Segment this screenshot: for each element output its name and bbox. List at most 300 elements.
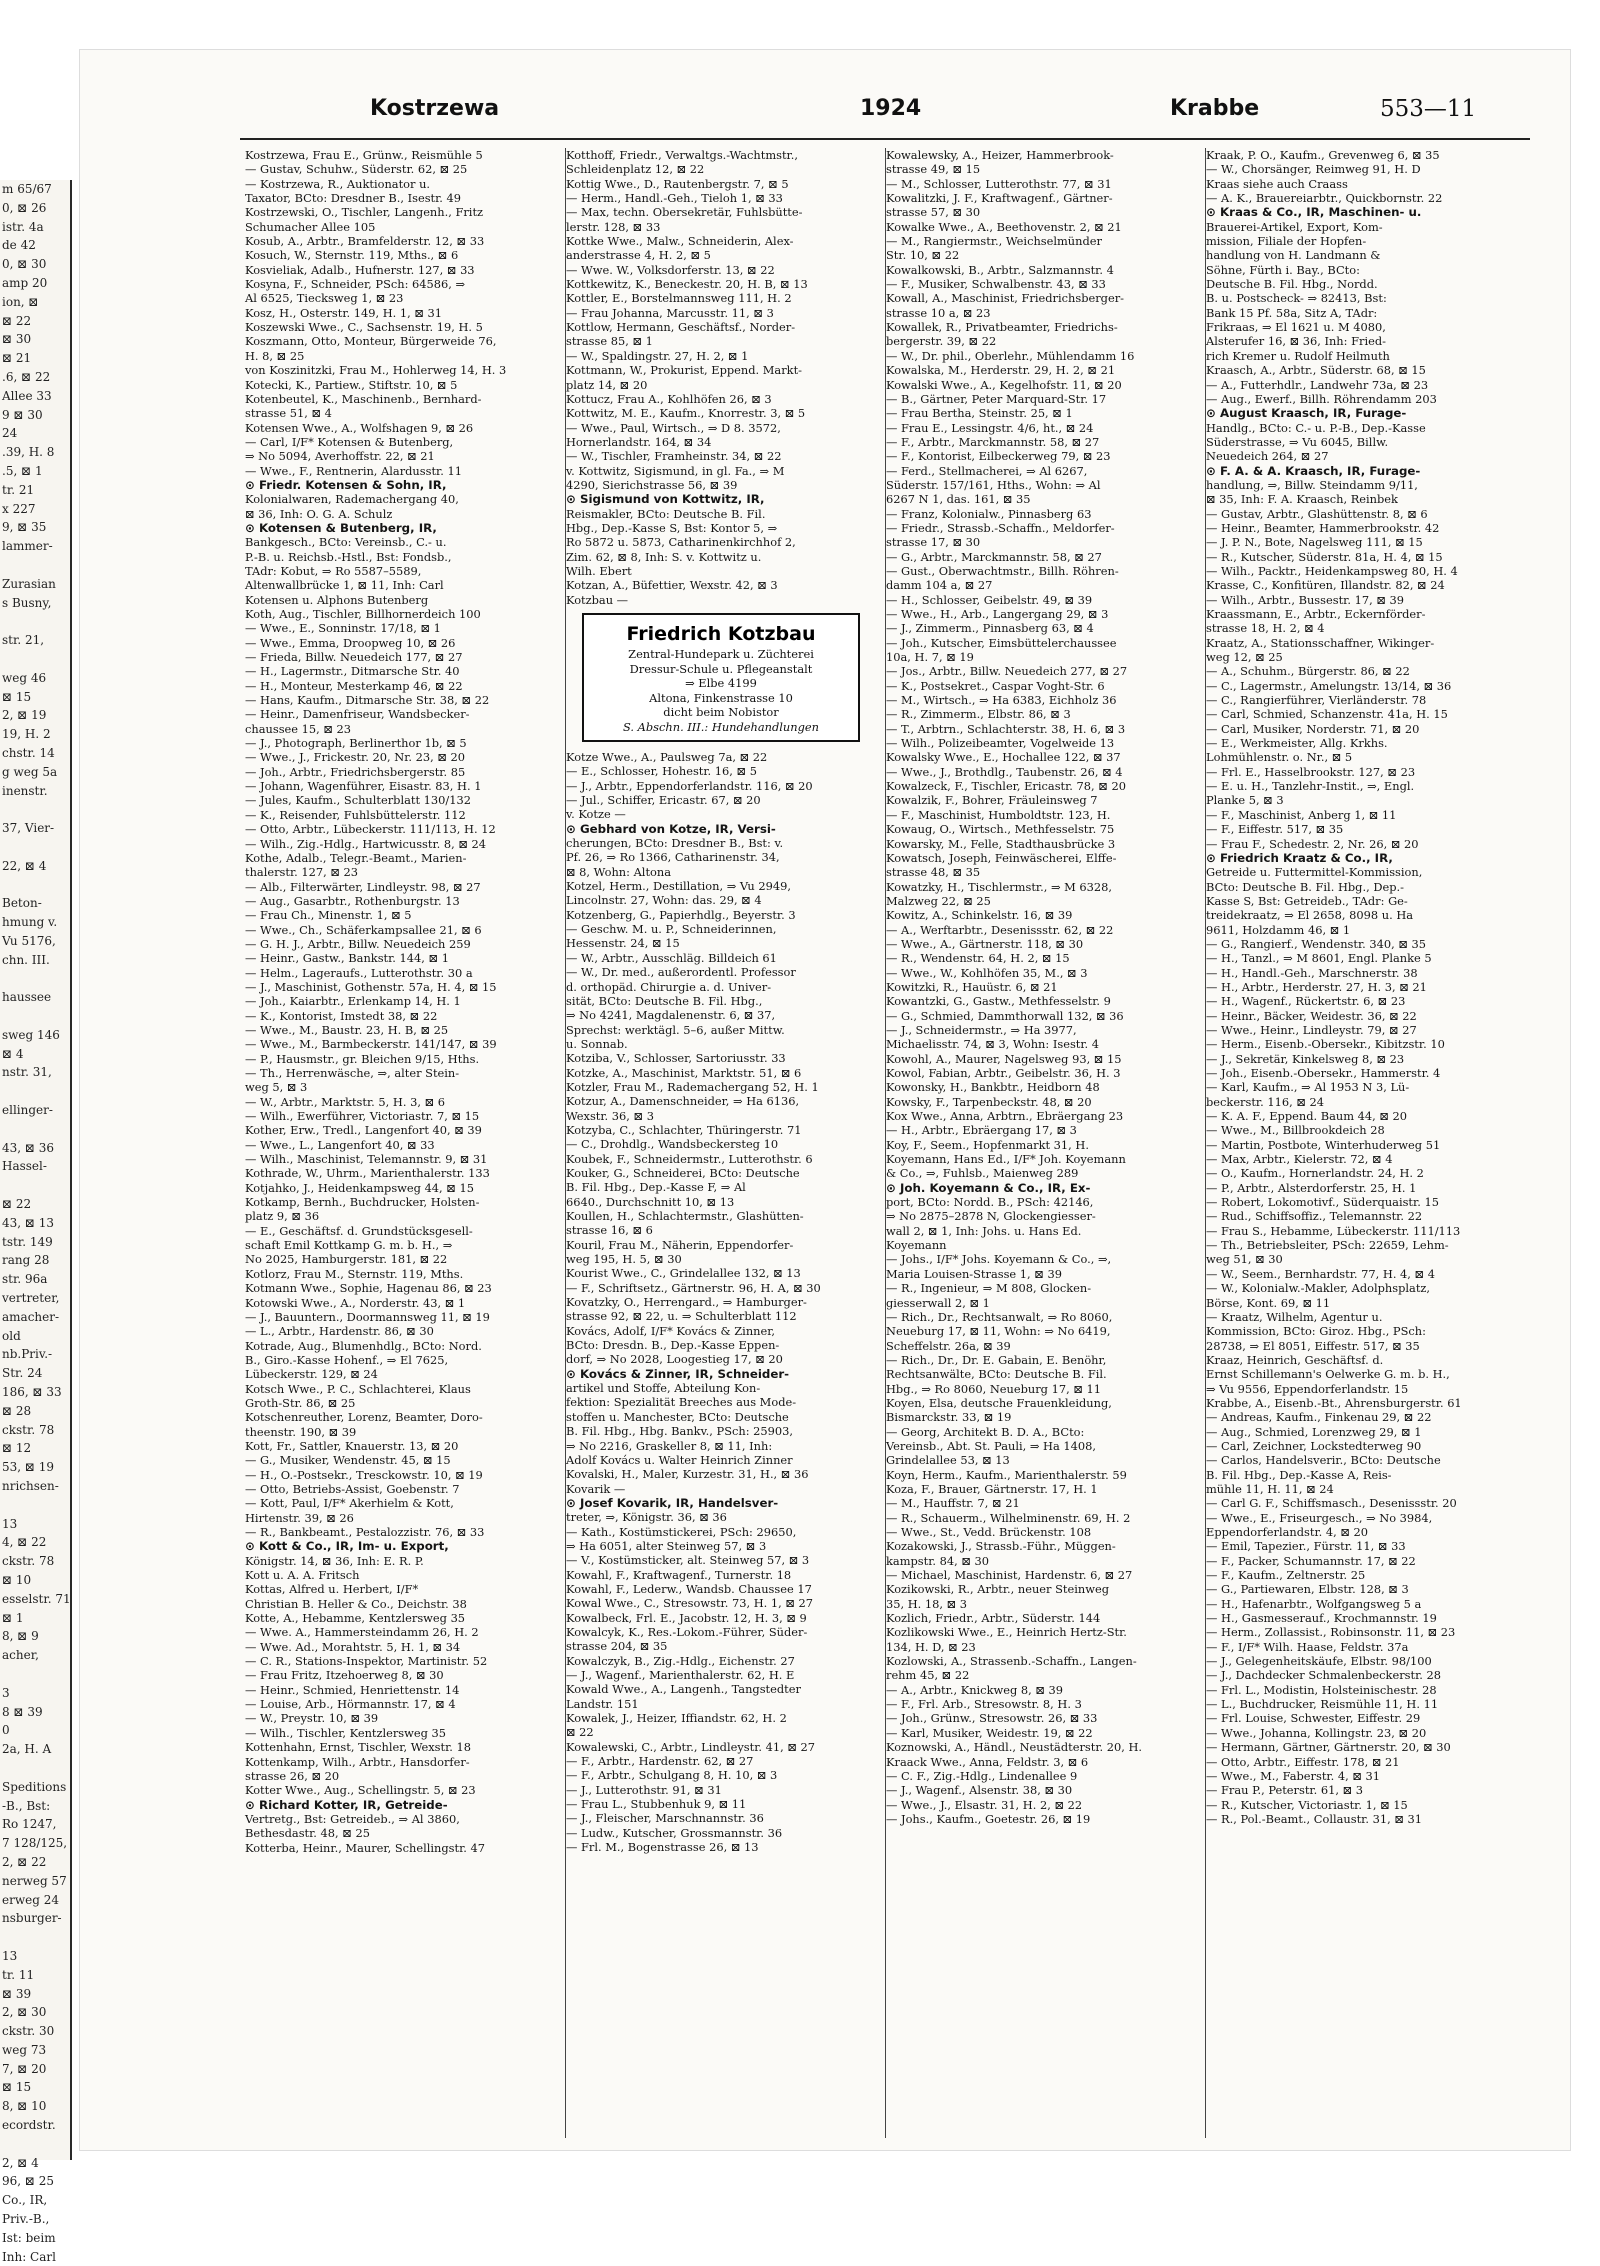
entry-line: lerstr. 128, ⊠ 33 [566, 219, 661, 234]
entry-line: — J., Gelegenheitskäufe, Elbstr. 98/100 [1206, 1654, 1432, 1669]
entry-line: treter, ⇒, Königstr. 36, ⊠ 36 [566, 1510, 727, 1525]
entry-line: strasse 57, ⊠ 30 [886, 205, 981, 220]
entry-line: Kowalsky Wwe., E., Hochallee 122, ⊠ 37 [886, 750, 1121, 765]
entry-line: B. u. Postscheck- ⇒ 82413, Bst: [1206, 291, 1387, 306]
entry-line: Kothe, Adalb., Telegr.-Beamt., Marien- [245, 850, 467, 865]
left-fragment-line: ⊠ 28 [2, 1403, 32, 1418]
firm-entry-line: ⊙ Kovács & Zinner, IR, Schneider- [566, 1366, 790, 1381]
entry-line: Kowalek, J., Heizer, Iffiandstr. 62, H. 2 [566, 1711, 787, 1726]
entry-line: Kotzler, Frau M., Rademachergang 52, H. 1 [566, 1079, 819, 1094]
entry-line: — J., Arbtr., Eppendorferlandstr. 116, ⊠ 20 [566, 778, 813, 793]
entry-line: damm 104 a, ⊠ 27 [886, 578, 993, 593]
entry-line: — Joh., Kutscher, Eimsbüttelerchaussee [886, 635, 1117, 650]
entry-line: Eppendorferlandstr. 4, ⊠ 20 [1206, 1525, 1369, 1539]
entry-line: strasse 18, H. 2, ⊠ 4 [1206, 621, 1325, 636]
entry-line: mission, Filiale der Hopfen- [1206, 234, 1367, 249]
entry-line: — Wwe., H., Arb., Langergang 29, ⊠ 3 [886, 607, 1109, 621]
entry-line: Kozlich, Friedr., Arbtr., Süderstr. 144 [886, 1611, 1101, 1626]
entry-line: ⇒ No 2216, Graskeller 8, ⊠ 11, Inh: [566, 1438, 773, 1453]
entry-line: — Wwe., Emma, Droopweg 10, ⊠ 26 [245, 635, 456, 650]
entry-line: Börse, Kont. 69, ⊠ 11 [1206, 1295, 1331, 1310]
left-fragment-line: 7, ⊠ 20 [2, 2061, 47, 2076]
left-fragment-line: 96, ⊠ 25 [2, 2174, 55, 2189]
entry-line: kampstr. 84, ⊠ 30 [886, 1553, 990, 1568]
entry-line: — G., Rangierf., Wendenstr. 340, ⊠ 35 [1206, 936, 1427, 951]
entry-line: Vertretg., Bst: Getreideb., ⇒ Al 3860, [245, 1811, 460, 1826]
entry-line: — Jul., Schiffer, Ericastr. 67, ⊠ 20 [566, 793, 761, 808]
entry-line: B. Fil. Hbg., Hbg. Bankv., PSch: 25903, [566, 1424, 794, 1439]
left-fragment-line: Speditions [2, 1779, 67, 1794]
entry-line: — Carl, I/F* Kotensen & Butenberg, [245, 434, 454, 449]
entry-line: — H., Arbtr., Ebräergang 17, ⊠ 3 [886, 1123, 1077, 1138]
entry-line: Kotecki, K., Partiew., Stiftstr. 10, ⊠ 5 [245, 377, 458, 392]
entry-line: strasse 92, ⊠ 22, u. ⇒ Schulterblatt 112 [566, 1309, 797, 1324]
entry-line: Kowalewski, C., Arbtr., Lindleystr. 41, ⊠ 27 [566, 1739, 816, 1754]
left-fragment-line: 0, ⊠ 26 [2, 200, 47, 215]
entry-line: — Wwe., M., Baustr. 23, H. B, ⊠ 25 [245, 1022, 449, 1037]
entry-line: Kotzyba, C., Schlachter, Thüringerstr. 71 [566, 1122, 802, 1137]
entry-line: Kostrzewski, O., Tischler, Langenh., Fritz [245, 205, 484, 220]
entry-line: — Wilh., Maschinist, Telemannstr. 9, ⊠ 31 [245, 1152, 488, 1167]
entry-line: Kowallek, R., Privatbeamter, Friedrichs- [886, 320, 1118, 335]
left-fragment-line: .39, H. 8 [2, 445, 55, 460]
entry-line: v. Kottwitz, Sigismund, in gl. Fa., ⇒ M [566, 463, 785, 478]
entry-line: — Carl, Musiker, Norderstr. 71, ⊠ 20 [1206, 721, 1420, 736]
entry-line: Koznowski, A., Händl., Neustädterstr. 20, H. [886, 1740, 1143, 1755]
entry-line: — Joh., Arbtr., Friedrichsbergerstr. 85 [245, 764, 466, 779]
entry-line: Kotzbau — [566, 592, 629, 607]
entry-line: — H., Monteur, Mesterkamp 46, ⊠ 22 [245, 678, 463, 693]
entry-line: — R., Pol.-Beamt., Collaustr. 31, ⊠ 31 [1206, 1811, 1423, 1826]
entry-line: Kozlikowski Wwe., E., Heinrich Hertz-Str. [886, 1625, 1127, 1640]
left-fragment-line [0, 1007, 70, 1026]
left-fragment-line: Priv.-B., [2, 2212, 50, 2227]
entry-line: Hornerlandstr. 164, ⊠ 34 [566, 434, 712, 449]
entry-line: — Wwe., M., Faberstr. 4, ⊠ 31 [1206, 1768, 1381, 1783]
entry-line: Koyen, Elsa, deutsche Frauenkleidung, [886, 1395, 1112, 1410]
entry-line: Neuedeich 264, ⊠ 27 [1206, 449, 1329, 464]
entry-line: strasse 10 a, ⊠ 23 [886, 305, 991, 320]
left-fragment-line: Co., IR, [2, 2193, 48, 2208]
left-fragment-line: tr. 11 [2, 1967, 35, 1982]
entry-line: Str. 10, ⊠ 22 [886, 248, 960, 263]
entry-line: Koszewski Wwe., C., Sachsenstr. 19, H. 5 [245, 320, 483, 335]
entry-line: Kotthoff, Friedr., Verwaltgs.-Wachtmstr., [566, 148, 798, 162]
entry-line: — Aug., Gasarbtr., Rothenburgstr. 13 [245, 893, 460, 908]
entry-line: — C. F., Zig.-Hdlg., Lindenallee 9 [886, 1768, 1078, 1783]
entry-line: — Robert, Lokomotivf., Süderquaistr. 15 [1206, 1195, 1439, 1210]
entry-line: Kotze Wwe., A., Paulsweg 7a, ⊠ 22 [566, 750, 768, 764]
left-fragment-line: esselstr. 71 [2, 1591, 71, 1606]
entry-line: Altenwallbrücke 1, ⊠ 11, Inh: Carl [245, 578, 444, 593]
header-left-keyword: Kostrzewa [370, 96, 500, 121]
left-fragment-line: 2a, H. A [2, 1742, 52, 1757]
left-fragment-line: ion, ⊠ [2, 294, 39, 309]
left-fragment-line: ⊠ 22 [2, 313, 32, 328]
entry-line: Kraatz, A., Stationsschaffner, Wikinger- [1206, 635, 1435, 650]
left-fragment-line: ⊠ 1 [2, 1610, 24, 1625]
entry-line: BCto: Deutsche B. Fil. Hbg., Dep.- [1206, 879, 1404, 894]
entry-line: weg 195, H. 5, ⊠ 30 [566, 1252, 682, 1267]
entry-line: — Frl. E., Hasselbrookstr. 127, ⊠ 23 [1206, 764, 1416, 779]
entry-line: Grindelallee 53, ⊠ 13 [886, 1453, 1010, 1468]
entry-line: sität, BCto: Deutsche B. Fil. Hbg., [566, 993, 763, 1008]
ad-line: dicht beim Nobistor [663, 705, 779, 719]
entry-line: Groth-Str. 86, ⊠ 25 [245, 1395, 356, 1410]
entry-line: Kothrade, W., Uhrm., Marienthalerstr. 133 [245, 1166, 490, 1181]
entry-line: — Otto, Arbtr., Eiffestr. 178, ⊠ 21 [1206, 1754, 1400, 1769]
left-fragment-line: 3 [2, 1685, 10, 1700]
firm-entry-line: ⊙ Joh. Koyemann & Co., IR, Ex- [886, 1180, 1091, 1195]
entry-line: — W., Arbtr., Marktstr. 5, H. 3, ⊠ 6 [245, 1094, 445, 1109]
entry-line: Kottlow, Hermann, Geschäftsf., Norder- [566, 320, 796, 335]
entry-line: Pf. 26, ⇒ Ro 1366, Catharinenstr. 34, [566, 850, 780, 865]
left-fragment-line: s Busny, [2, 595, 52, 610]
entry-line: Koy, F., Seem., Hopfenmarkt 31, H. [886, 1137, 1089, 1152]
entry-line: — Wilh., Packtr., Heidenkampsweg 80, H. 4 [1206, 563, 1458, 578]
entry-line: — Heinr., Bäcker, Weidestr. 36, ⊠ 22 [1206, 1008, 1417, 1023]
entry-line: Planke 5, ⊠ 3 [1206, 793, 1284, 808]
entry-line: — Martin, Postbote, Winterhuderweg 51 [1206, 1137, 1441, 1152]
entry-line: — J., Schneidermstr., ⇒ Ha 3977, [886, 1022, 1077, 1037]
entry-line: Kottenkamp, Wilh., Arbtr., Hansdorfer- [245, 1754, 470, 1769]
entry-line: — J., Maschinist, Gothenstr. 57a, H. 4, ⊠ 15 [245, 979, 497, 994]
entry-line: Kovalski, H., Maler, Kurzestr. 31, H., ⊠ 36 [566, 1467, 809, 1482]
entry-line: v. Kotze — [566, 807, 626, 822]
entry-line: — Max, techn. Obersekretär, Fuhlsbütte- [566, 205, 803, 220]
entry-line: Kotschenreuther, Lorenz, Beamter, Doro- [245, 1410, 483, 1425]
entry-line: strasse 16, ⊠ 6 [566, 1223, 653, 1238]
entry-line: — Rich., Dr., Rechtsanwalt, ⇒ Ro 8060, [886, 1309, 1113, 1324]
firm-entry-line: ⊙ Kott & Co., IR, Im- u. Export, [245, 1539, 449, 1554]
entry-line: Lincolnstr. 27, Wohn: das. 29, ⊠ 4 [566, 893, 762, 908]
left-fragment-line: 13 [2, 1948, 18, 1963]
entry-line: — Otto, Betriebs-Assist, Goebenstr. 7 [245, 1481, 460, 1496]
entry-line: Koyn, Herm., Kaufm., Marienthalerstr. 59 [886, 1467, 1127, 1482]
entry-line: — Heinr., Gastw., Bankstr. 144, ⊠ 1 [245, 951, 449, 966]
firm-entry-line: ⊙ F. A. & A. Kraasch, IR, Furage- [1206, 463, 1421, 478]
left-fragment-line: 2, ⊠ 22 [2, 1854, 47, 1869]
left-fragment-line: Zurasian [2, 576, 56, 591]
entry-line: — W., Preystr. 10, ⊠ 39 [245, 1711, 379, 1726]
entry-line: Malzweg 22, ⊠ 25 [886, 893, 991, 908]
entry-line: Koyemann, Hans Ed., I/F* Joh. Koyemann [886, 1152, 1126, 1167]
entry-line: platz 9, ⊠ 36 [245, 1209, 320, 1224]
entry-line: Kozlowski, A., Strassenb.-Schaffn., Langen- [886, 1654, 1137, 1669]
entry-line: Kotensen Wwe., A., Wolfshagen 9, ⊠ 26 [245, 420, 474, 435]
entry-line: Kottig Wwe., D., Rautenbergstr. 7, ⊠ 5 [566, 176, 789, 191]
column-1 [245, 148, 555, 2138]
left-fragment-line: tstr. 149 [2, 1234, 53, 1249]
entry-line: No 2025, Hamburgerstr. 181, ⊠ 22 [245, 1252, 448, 1267]
entry-line: strasse 48, ⊠ 35 [886, 865, 981, 880]
left-fragment-line: 53, ⊠ 19 [2, 1460, 55, 1475]
entry-line: bergerstr. 39, ⊠ 22 [886, 334, 997, 349]
entry-line: — Heinr., Damenfriseur, Wandsbecker- [245, 707, 470, 722]
entry-line: — M., Hauffstr. 7, ⊠ 21 [886, 1496, 1020, 1511]
entry-line: Lübeckerstr. 129, ⊠ 24 [245, 1367, 378, 1382]
entry-line: Ro 5872 u. 5873, Catharinenkirchhof 2, [566, 535, 796, 550]
left-fragment-line: m 65/67 [2, 182, 52, 196]
left-fragment-line [0, 1496, 70, 1515]
entry-line: — C., Drohdlg., Wandsbeckersteg 10 [566, 1137, 779, 1152]
entry-line: — Otto, Arbtr., Lübeckerstr. 111/113, H. 12 [245, 822, 496, 837]
firm-entry-line: ⊙ Josef Kovarik, IR, Handelsver- [566, 1495, 779, 1510]
left-fragment-line: Ist: beim [2, 2230, 56, 2245]
entry-line: giesserwall 2, ⊠ 1 [886, 1295, 990, 1310]
entry-line: — Frau P., Peterstr. 61, ⊠ 3 [1206, 1783, 1363, 1798]
entry-line: — Frl. M., Bogenstrasse 26, ⊠ 13 [566, 1840, 759, 1855]
entry-line: Kottler, E., Borstelmannsweg 111, H. 2 [566, 291, 792, 306]
entry-line: Kraas siehe auch Craass [1206, 176, 1348, 191]
entry-line: Kowalitzki, J. F., Kraftwagenf., Gärtner- [886, 191, 1113, 206]
left-fragment-line: ellinger- [2, 1103, 53, 1118]
left-fragment-line: ecordstr. [2, 2118, 56, 2133]
entry-line: — Gustav, Schuhw., Süderstr. 62, ⊠ 25 [245, 162, 468, 177]
entry-line: — Wwe. Ad., Morahtstr. 5, H. 1, ⊠ 34 [245, 1639, 461, 1654]
entry-line: — H., Gasmesserauf., Krochmannstr. 19 [1206, 1611, 1437, 1626]
entry-line: — F., Frl. Arb., Stresowstr. 8, H. 3 [886, 1697, 1082, 1712]
entry-line: — Joh., Grünw., Stresowstr. 26, ⊠ 33 [886, 1711, 1098, 1726]
entry-line: — Michael, Maschinist, Hardenstr. 6, ⊠ 27 [886, 1568, 1133, 1583]
entry-line: — R., Bankbeamt., Pestalozzistr. 76, ⊠ 33 [245, 1525, 485, 1539]
entry-line: Kowalkowski, B., Arbtr., Salzmannstr. 4 [886, 262, 1114, 277]
entry-line: 134, H. D, ⊠ 23 [886, 1639, 976, 1654]
ad-cross-reference: S. Abschn. III.: Hundehandlungen [623, 719, 819, 734]
entry-line: Bismarckstr. 33, ⊠ 19 [886, 1410, 1012, 1425]
firm-entry-line: ⊙ Richard Kotter, IR, Getreide- [245, 1797, 448, 1812]
entry-line: — K., Postsekret., Caspar Voght-Str. 6 [886, 678, 1105, 693]
left-fragment-line: 9 ⊠ 30 [2, 407, 43, 422]
entry-line: Kott, Fr., Sattler, Knauerstr. 13, ⊠ 20 [245, 1438, 459, 1453]
left-fragment-line: Allee 33 [2, 388, 52, 403]
entry-line: strasse 51, ⊠ 4 [245, 406, 332, 421]
left-fragment-line: haussee [2, 990, 52, 1005]
entry-line: Kowalbeck, Frl. E., Jacobstr. 12, H. 3, ⊠ 9 [566, 1610, 807, 1625]
entry-line: — Wilh., Tischler, Kentzlersweg 35 [245, 1725, 447, 1740]
entry-line: Kovács, Adolf, I/F* Kovács & Zinner, [566, 1323, 776, 1338]
entry-line: — Wwe., L., Langenfort 40, ⊠ 33 [245, 1137, 435, 1152]
ad-title: Friedrich Kotzbau [626, 623, 816, 645]
entry-line: Kommission, BCto: Giroz. Hbg., PSch: [1206, 1324, 1426, 1339]
entry-line: Kosub, A., Arbtr., Bramfelderstr. 12, ⊠ 33 [245, 234, 485, 249]
entry-line: Maria Louisen-Strasse 1, ⊠ 39 [886, 1266, 1062, 1281]
left-fragment-line: -B., Bst: [2, 1798, 51, 1813]
left-fragment-line: Inh: Carl [2, 2249, 56, 2264]
entry-line: — W., Dr. med., außerordentl. Professor [566, 965, 796, 980]
entry-line: Söhne, Fürth i. Bay., BCto: [1206, 262, 1360, 277]
entry-line: ⇒ Ha 6051, alter Steinweg 57, ⊠ 3 [566, 1538, 767, 1553]
entry-line: — A., Werftarbtr., Desenissstr. 62, ⊠ 22 [886, 922, 1114, 937]
entry-line: Adolf Kovács u. Walter Heinrich Zinner [566, 1452, 793, 1467]
entry-line: — Wwe., Johanna, Kollingstr. 23, ⊠ 20 [1206, 1725, 1427, 1740]
entry-line: — Wwe., J., Brothdlg., Taubenstr. 26, ⊠ 4 [886, 764, 1123, 779]
entry-line: Kozakowski, J., Strassb.-Führ., Müggen- [886, 1539, 1116, 1554]
entry-line: — G., Musiker, Wendenstr. 45, ⊠ 15 [245, 1453, 451, 1468]
entry-line: — H., Schlosser, Geibelstr. 49, ⊠ 39 [886, 592, 1093, 607]
entry-line: Kosyna, F., Schneider, PSch: 64586, ⇒ [245, 277, 466, 292]
entry-line: — Frau L., Stubbenhuk 9, ⊠ 11 [566, 1797, 747, 1812]
entry-line: Kowalski Wwe., A., Kegelhofstr. 11, ⊠ 20 [886, 377, 1122, 392]
left-fragment-line: 2, ⊠ 4 [2, 2155, 39, 2170]
entry-line: Kotzur, A., Damenschneider, ⇒ Ha 6136, [566, 1094, 800, 1109]
entry-line: u. Sonnab. [566, 1036, 628, 1051]
left-fragment-line: chstr. 14 [2, 745, 55, 760]
entry-line: Kotrade, Aug., Blumenhdlg., BCto: Nord. [245, 1338, 482, 1353]
entry-line: Bethesdastr. 48, ⊠ 25 [245, 1826, 370, 1841]
entry-line: — Louise, Arb., Hörmannstr. 17, ⊠ 4 [245, 1697, 456, 1712]
entry-line: Kozikowski, R., Arbtr., neuer Steinweg [886, 1582, 1109, 1597]
entry-line: Kowalzeck, F., Tischler, Ericastr. 78, ⊠ 20 [886, 779, 1126, 794]
entry-line: — Joh., Eisenb.-Obersekr., Hammerstr. 4 [1206, 1066, 1441, 1080]
left-fragment-line: erweg 24 [2, 1892, 59, 1907]
entry-line: — H., O.-Postsekr., Tresckowstr. 10, ⊠ 19 [245, 1467, 483, 1482]
entry-line: Kovarik — [566, 1481, 626, 1496]
entry-line: handlung, ⇒, Billw. Steindamm 9/11, [1206, 477, 1418, 492]
entry-line: Koyemann [886, 1238, 947, 1253]
left-fragment-line: ⊠ 15 [2, 689, 32, 704]
entry-line: — Frau E., Lessingstr. 4/6, ht., ⊠ 24 [886, 420, 1094, 435]
entry-line: — K. A. F., Eppend. Baum 44, ⊠ 20 [1206, 1109, 1408, 1124]
left-fragment-line: lammer- [2, 539, 53, 554]
left-fragment-line [0, 612, 70, 631]
entry-line: — W., Arbtr., Ausschläg. Billdeich 61 [566, 950, 777, 965]
entry-line: — Herm., Zollassist., Robinsonstr. 11, ⊠ 23 [1206, 1625, 1456, 1640]
entry-line: — Wwe., E., Friseurgesch., ⇒ No 3984, [1206, 1510, 1433, 1525]
entry-line: — Wwe., M., Barmbeckerstr. 141/147, ⊠ 39 [245, 1037, 497, 1052]
entry-line: Koza, F., Brauer, Gärtnerstr. 17, H. 1 [886, 1481, 1098, 1496]
entry-line: — G., Schmied, Dammthorwall 132, ⊠ 36 [886, 1008, 1124, 1023]
entry-line: H. 8, ⊠ 25 [245, 348, 305, 363]
entry-line: BCto: Dresdn. B., Dep.-Kasse Eppen- [566, 1338, 780, 1353]
entry-line: handlung von H. Landmann & [1206, 248, 1381, 263]
entry-line: Al 6525, Tiecksweg 1, ⊠ 23 [245, 291, 404, 306]
entry-line: Kotensen u. Alphons Butenberg [245, 592, 429, 607]
firm-entry-line: ⊙ Friedrich Kraatz & Co., IR, [1206, 850, 1393, 865]
left-fragment-line: 8, ⊠ 9 [2, 1629, 39, 1644]
entry-line: — Wwe., E., Sonninstr. 17/18, ⊠ 1 [245, 621, 441, 636]
entry-line: strasse 49, ⊠ 15 [886, 162, 981, 177]
left-fragment-line: Hassel- [2, 1159, 47, 1174]
left-fragment-line: 22, ⊠ 4 [2, 858, 47, 873]
entry-line: Kowaug, O., Wirtsch., Methfesselstr. 75 [886, 822, 1115, 837]
entry-line: — Frau F., Schedestr. 2, Nr. 26, ⊠ 20 [1206, 836, 1419, 851]
entry-line: cherungen, BCto: Dresdner B., Bst: v. [566, 836, 784, 851]
entry-line: Zim. 62, ⊠ 8, Inh: S. v. Kottwitz u. [566, 549, 762, 564]
entry-line: — Joh., Kaiarbtr., Erlenkamp 14, H. 1 [245, 994, 461, 1009]
entry-line: Kraasch, A., Arbtr., Süderstr. 68, ⊠ 15 [1206, 363, 1426, 378]
firm-entry-line: ⊙ Friedr. Kotensen & Sohn, IR, [245, 477, 447, 492]
entry-line: — C., Rangierführer, Vierländerstr. 78 [1206, 693, 1427, 708]
entry-line: Getreide u. Futtermittel-Kommission, [1206, 865, 1423, 880]
left-fragment-line: nb.Priv.- [2, 1347, 53, 1362]
left-fragment-line: nrichsen- [2, 1478, 59, 1493]
entry-line: — E., Geschäftsf. d. Grundstücksgesell- [245, 1223, 473, 1238]
entry-line: — Kraatz, Wilhelm, Agentur u. [1206, 1309, 1383, 1324]
entry-line: — F., Arbtr., Marckmannstr. 58, ⊠ 27 [886, 434, 1100, 449]
entry-line: 28738, ⇒ El 8051, Eiffestr. 517, ⊠ 35 [1206, 1338, 1420, 1353]
entry-line: — Kott, Paul, I/F* Akerhielm & Kott, [245, 1496, 454, 1511]
entry-line: — Gustav, Arbtr., Glashüttenstr. 8, ⊠ 6 [1206, 506, 1428, 521]
entry-line: — Emil, Tapezier., Fürstr. 11, ⊠ 33 [1206, 1539, 1406, 1554]
left-fragment-line: ⊠ 10 [2, 1572, 32, 1587]
left-fragment-line: 7 128/125, [2, 1836, 68, 1851]
entry-line: Kotmann Wwe., Sophie, Hagenau 86, ⊠ 23 [245, 1281, 492, 1296]
entry-line: Kolonialwaren, Rademachergang 40, [245, 492, 459, 507]
entry-line: — Georg, Architekt B. D. A., BCto: [886, 1424, 1085, 1439]
left-fragment-line: 4, ⊠ 22 [2, 1535, 47, 1550]
entry-line: — E. u. H., Tanzlehr-Instit., ⇒, Engl. [1206, 779, 1415, 794]
entry-line: Koszmann, Otto, Monteur, Bürgerweide 76, [245, 334, 497, 349]
entry-line: Krabbe, A., Eisenb.-Bt., Ahrensburgerstr. 61 [1206, 1395, 1462, 1410]
left-fragment-line: Ro 1247, [2, 1817, 57, 1832]
left-fragment-line: nsburger- [2, 1911, 62, 1926]
entry-line: strasse 26, ⊠ 20 [245, 1768, 340, 1783]
left-fragment-line: 37, Vier- [2, 821, 55, 836]
entry-line: — Ludw., Kutscher, Grossmannstr. 36 [566, 1825, 783, 1840]
entry-line: Schleidenplatz 12, ⊠ 22 [566, 162, 705, 177]
entry-line: — J., Photograph, Berlinerthor 1b, ⊠ 5 [245, 736, 467, 751]
left-fragment-line: sweg 146 [2, 1027, 60, 1042]
entry-line: Kraak, P. O., Kaufm., Grevenweg 6, ⊠ 35 [1206, 148, 1440, 162]
entry-line: — Wwe., J., Elsastr. 31, H. 2, ⊠ 22 [886, 1797, 1083, 1812]
entry-line: — Rud., Schiffsoffiz., Telemannstr. 22 [1206, 1209, 1423, 1224]
entry-line: Kowall, A., Maschinist, Friedrichsberger- [886, 291, 1124, 306]
entry-line: & Co., ⇒, Fuhlsb., Maienweg 289 [886, 1166, 1079, 1181]
entry-line: — F., Maschinist, Anberg 1, ⊠ 11 [1206, 807, 1397, 822]
entry-line: — Jos., Arbtr., Billw. Neuedeich 277, ⊠ 27 [886, 664, 1128, 679]
entry-line: 4290, Sierichstrasse 56, ⊠ 39 [566, 477, 738, 492]
entry-line: — Frau S., Hebamme, Lübeckerstr. 111/113 [1206, 1223, 1461, 1238]
entry-line: — F., Maschinist, Humboldtstr. 123, H. [886, 807, 1111, 822]
column-2-entries-bottom [566, 750, 876, 1854]
entry-line: schaft Emil Kottkamp G. m. b. H., ⇒ [245, 1238, 453, 1253]
left-page-fragment [0, 180, 72, 2264]
entry-line: — Heinr., Schmied, Henriettenstr. 14 [245, 1682, 460, 1697]
entry-line: — Helm., Lageraufs., Lutterothstr. 30 a [245, 965, 473, 980]
entry-line: Kottkewitz, K., Beneckestr. 20, H. B, ⊠ 13 [566, 277, 808, 292]
entry-line: — Wwe., Ch., Schäferkampsallee 21, ⊠ 6 [245, 922, 482, 937]
left-fragment-line: 13 [2, 1516, 18, 1531]
entry-line: Kotzel, Herm., Destillation, ⇒ Vu 2949, [566, 879, 791, 894]
entry-line: Hbg., Dep.-Kasse S, Bst: Kontor 5, ⇒ [566, 520, 778, 535]
entry-line: Kowalzik, F., Bohrer, Fräuleinsweg 7 [886, 793, 1098, 808]
left-fragment-line: Vu 5176, [2, 933, 56, 948]
entry-line: — Kath., Kostümstickerei, PSch: 29650, [566, 1524, 797, 1539]
entry-line: Hessenstr. 24, ⊠ 15 [566, 936, 680, 951]
entry-line: — F., Musiker, Schwalbenstr. 43, ⊠ 33 [886, 277, 1106, 292]
entry-line: 6267 N 1, das. 161, ⊠ 35 [886, 492, 1031, 507]
entry-line: — K., Kontorist, Imstedt 38, ⊠ 22 [245, 1008, 438, 1023]
entry-line: Bankgesch., BCto: Vereinsb., C.- u. [245, 535, 447, 550]
entry-line: Vereinsb., Abt. St. Pauli, ⇒ Ha 1408, [886, 1438, 1096, 1453]
entry-line: — Gust., Oberwachtmstr., Billh. Röhren- [886, 563, 1119, 578]
entry-line: thalerstr. 127, ⊠ 23 [245, 865, 359, 880]
entry-line: Michaelisstr. 74, ⊠ 3, Wohn: Isestr. 4 [886, 1037, 1100, 1052]
entry-line: Ernst Schillemann's Oelwerke G. m. b. H., [1206, 1367, 1450, 1382]
entry-line: — A., Arbtr., Knickweg 8, ⊠ 39 [886, 1682, 1064, 1697]
left-fragment-line: vertreter, [2, 1291, 60, 1306]
entry-line: Kosz, H., Osterstr. 149, H. 1, ⊠ 31 [245, 305, 443, 320]
entry-line: — Wilh., Arbtr., Bussestr. 17, ⊠ 39 [1206, 592, 1404, 607]
advertisement-box [582, 613, 860, 742]
entry-line: — Alb., Filterwärter, Lindleystr. 98, ⊠ 27 [245, 879, 481, 894]
entry-line: — H., Handl.-Geh., Marschnerstr. 38 [1206, 965, 1418, 980]
entry-line: chaussee 15, ⊠ 23 [245, 721, 352, 736]
entry-line: — Wwe., F., Rentnerin, Alardusstr. 11 [245, 463, 462, 478]
entry-line: Kowalke Wwe., A., Beethovenstr. 2, ⊠ 21 [886, 219, 1122, 234]
header-right-keyword: Krabbe [1170, 96, 1260, 121]
